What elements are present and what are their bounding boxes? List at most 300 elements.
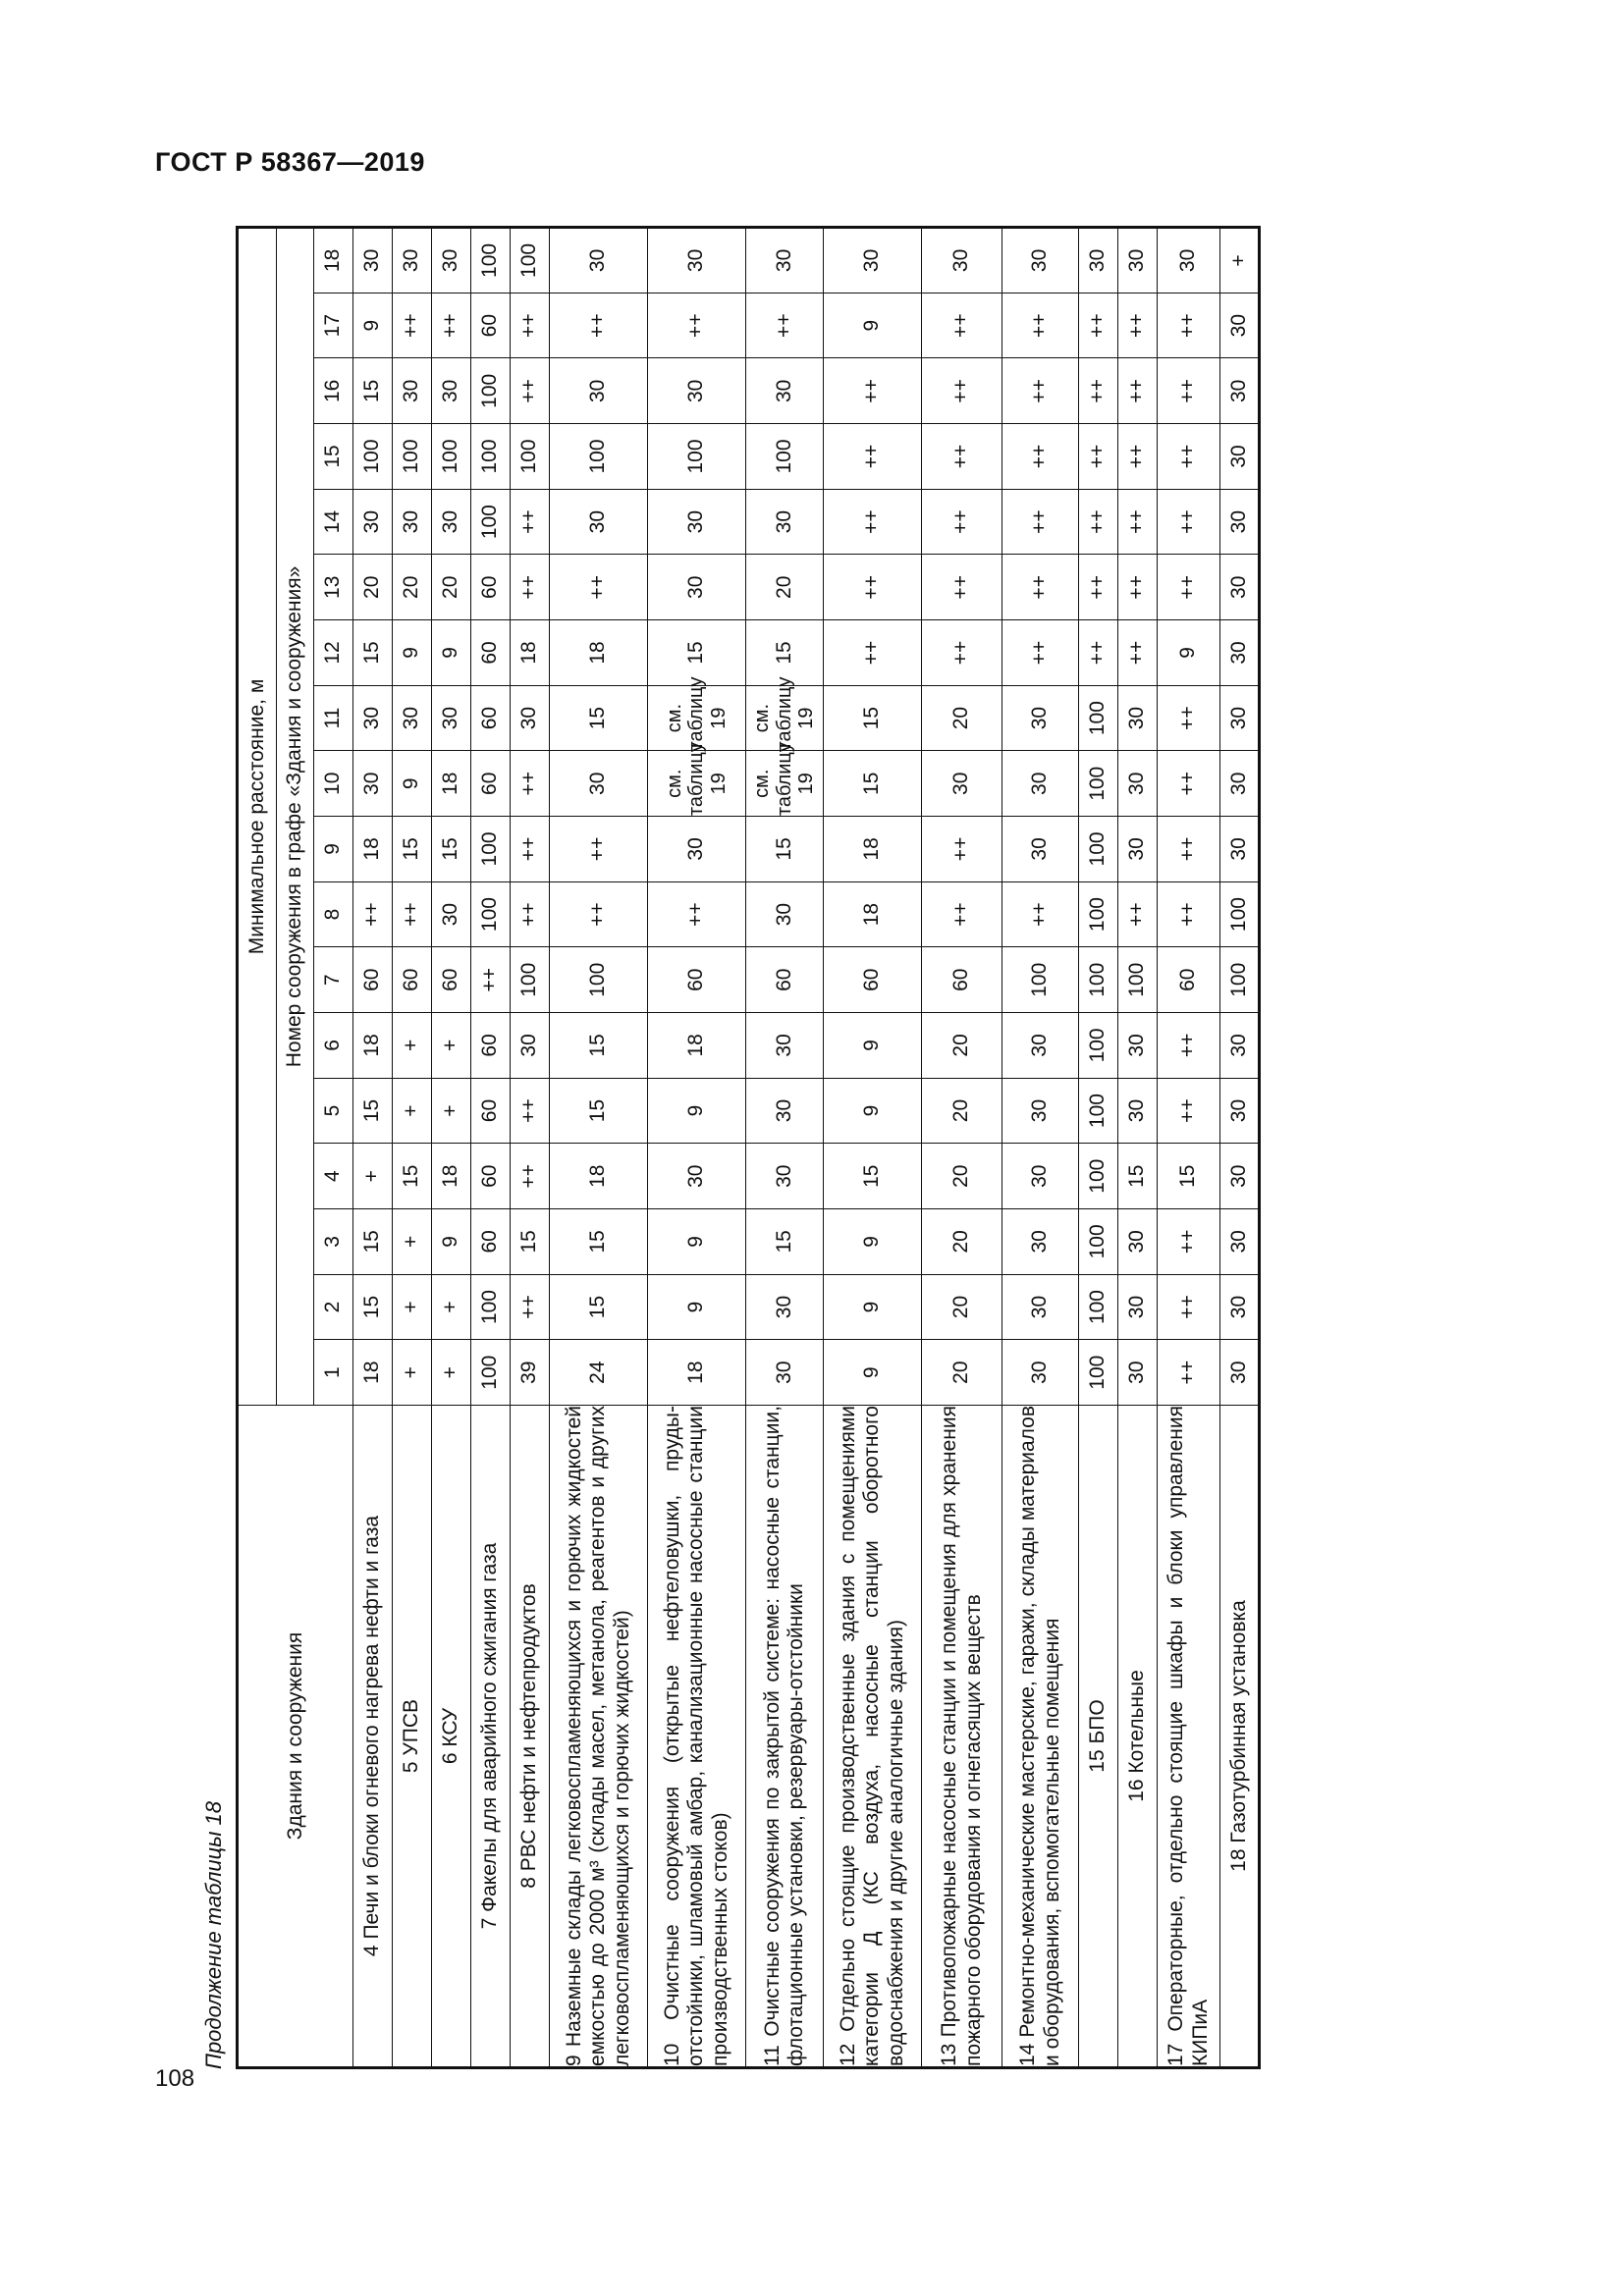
table-row bbox=[1220, 228, 1260, 2068]
distance-cell: ++ bbox=[511, 1144, 550, 1209]
distance-cell: ++ bbox=[824, 424, 922, 490]
distance-cell: 60 bbox=[824, 947, 922, 1013]
distance-cell: ++ bbox=[648, 293, 746, 358]
distance-cell: 100 bbox=[1079, 1078, 1118, 1144]
distance-cell: 30 bbox=[1118, 817, 1158, 882]
distance-cell: 15 bbox=[824, 751, 922, 817]
standard-code: ГОСТ Р 58367—2019 bbox=[155, 147, 425, 177]
distance-cell: см. таблицу 19 bbox=[746, 685, 824, 751]
distance-cell: 9 bbox=[432, 1209, 471, 1275]
column-number: 10 bbox=[314, 751, 353, 817]
distance-cell: 30 bbox=[1220, 358, 1260, 424]
distance-cell: 30 bbox=[746, 1078, 824, 1144]
distance-cell: 30 bbox=[1002, 1144, 1079, 1209]
distance-cell: 30 bbox=[746, 1013, 824, 1079]
distance-cell: 30 bbox=[353, 751, 393, 817]
distance-cell: ++ bbox=[922, 489, 1002, 555]
distance-cell: ++ bbox=[1158, 489, 1220, 555]
row-name: 11 Очистные сооружения по закрытой системе: насосные станции, флотационные установки, резервуары-отстойники bbox=[746, 1406, 824, 2068]
distance-cell: ++ bbox=[824, 620, 922, 686]
table-row bbox=[1118, 228, 1158, 2068]
distance-cell: 30 bbox=[393, 489, 432, 555]
rotated-table-area bbox=[192, 229, 1463, 2069]
distance-cell: 100 bbox=[1002, 947, 1079, 1013]
distance-cell: 100 bbox=[746, 424, 824, 490]
distance-cell: 60 bbox=[471, 1013, 511, 1079]
table-row bbox=[1002, 228, 1079, 2068]
column-number: 4 bbox=[314, 1144, 353, 1209]
distance-cell: 9 bbox=[393, 751, 432, 817]
distance-cell: ++ bbox=[1118, 293, 1158, 358]
table-row bbox=[1158, 228, 1220, 2068]
distance-cell: ++ bbox=[1002, 293, 1079, 358]
distance-cell: ++ bbox=[1158, 881, 1220, 947]
distance-cell: 18 bbox=[353, 1013, 393, 1079]
distance-cell: 60 bbox=[471, 293, 511, 358]
distance-cell: + bbox=[393, 1013, 432, 1079]
table-row bbox=[511, 228, 550, 2068]
distance-cell: 30 bbox=[746, 489, 824, 555]
distance-cell: ++ bbox=[432, 293, 471, 358]
distance-cell: 15 bbox=[648, 620, 746, 686]
distance-cell: 20 bbox=[432, 555, 471, 620]
distance-cell: 100 bbox=[353, 424, 393, 490]
table-row bbox=[550, 228, 648, 2068]
distance-cell: 30 bbox=[1220, 1340, 1260, 1406]
distance-cell: ++ bbox=[511, 751, 550, 817]
table-continuation-caption: Продолжение таблицы 18 bbox=[201, 1801, 226, 2069]
row-name: 14 Ремонтно-механические мастерские, гаражи, склады материалов и оборудования, вспомогательные помещения bbox=[1002, 1406, 1079, 2068]
table-row bbox=[922, 228, 1002, 2068]
distance-cell: 30 bbox=[922, 751, 1002, 817]
distance-cell: 100 bbox=[511, 228, 550, 294]
distance-cell: 30 bbox=[1002, 1274, 1079, 1340]
distance-cell: 30 bbox=[1002, 228, 1079, 294]
distance-cell: 18 bbox=[550, 1144, 648, 1209]
row-name: 6 КСУ bbox=[432, 1406, 471, 2068]
row-name: 15 БПО bbox=[1079, 1406, 1118, 2068]
name-column-header: Здания и сооружения bbox=[238, 1406, 353, 2068]
distance-cell: 30 bbox=[393, 685, 432, 751]
column-number: 6 bbox=[314, 1013, 353, 1079]
distance-cell: 30 bbox=[1002, 751, 1079, 817]
distance-cell: 100 bbox=[471, 817, 511, 882]
distance-cell: 20 bbox=[922, 1209, 1002, 1275]
distance-cell: 15 bbox=[1158, 1144, 1220, 1209]
distance-cell: 30 bbox=[1002, 685, 1079, 751]
table-row bbox=[471, 228, 511, 2068]
column-number: 1 bbox=[314, 1340, 353, 1406]
distance-cell: 30 bbox=[824, 228, 922, 294]
distance-cell: 9 bbox=[824, 293, 922, 358]
distance-cell: 30 bbox=[746, 228, 824, 294]
distance-cell: 30 bbox=[746, 1340, 824, 1406]
distance-cell: 20 bbox=[353, 555, 393, 620]
distance-cell: 60 bbox=[471, 1209, 511, 1275]
distance-cell: 30 bbox=[1002, 1209, 1079, 1275]
distance-cell: 15 bbox=[353, 1078, 393, 1144]
distance-cell: 18 bbox=[432, 1144, 471, 1209]
distance-cell: ++ bbox=[1079, 358, 1118, 424]
distance-cell: 9 bbox=[824, 1274, 922, 1340]
row-name: 4 Печи и блоки огневого нагрева нефти и газа bbox=[353, 1406, 393, 2068]
distance-cell: 30 bbox=[1118, 1340, 1158, 1406]
distance-cell: ++ bbox=[648, 881, 746, 947]
distance-cell: 18 bbox=[353, 1340, 393, 1406]
table-row bbox=[393, 228, 432, 2068]
distance-cell: 60 bbox=[432, 947, 471, 1013]
distance-cell: 60 bbox=[471, 685, 511, 751]
distance-cell: 30 bbox=[1220, 293, 1260, 358]
distance-cell: 60 bbox=[471, 1144, 511, 1209]
distance-cell: 100 bbox=[648, 424, 746, 490]
distance-cell: ++ bbox=[1158, 1209, 1220, 1275]
distance-cell: 18 bbox=[824, 817, 922, 882]
distance-cell: ++ bbox=[511, 817, 550, 882]
distance-cell: ++ bbox=[922, 358, 1002, 424]
table-row bbox=[648, 228, 746, 2068]
distance-cell: 18 bbox=[824, 881, 922, 947]
distance-cell: 100 bbox=[1079, 751, 1118, 817]
distance-cell: 30 bbox=[353, 685, 393, 751]
distance-cell: 100 bbox=[550, 947, 648, 1013]
distance-cell: + bbox=[393, 1078, 432, 1144]
column-number: 11 bbox=[314, 685, 353, 751]
distance-cell: 30 bbox=[1002, 1340, 1079, 1406]
distance-cell: 18 bbox=[511, 620, 550, 686]
distance-cell: ++ bbox=[511, 1274, 550, 1340]
distance-cell: ++ bbox=[1158, 555, 1220, 620]
distance-cell: 20 bbox=[922, 1078, 1002, 1144]
distance-cell: 15 bbox=[746, 817, 824, 882]
distance-cell: 20 bbox=[746, 555, 824, 620]
distance-cell: 9 bbox=[824, 1209, 922, 1275]
distance-cell: 30 bbox=[1118, 1274, 1158, 1340]
distance-cell: 60 bbox=[471, 620, 511, 686]
distance-cell: 30 bbox=[648, 358, 746, 424]
distance-cell: ++ bbox=[1158, 685, 1220, 751]
distance-cell: + bbox=[432, 1078, 471, 1144]
distance-cell: 100 bbox=[1220, 947, 1260, 1013]
distance-cell: 30 bbox=[648, 228, 746, 294]
distance-cell: ++ bbox=[824, 489, 922, 555]
distance-cell: 30 bbox=[1220, 1144, 1260, 1209]
distance-cell: 15 bbox=[824, 1144, 922, 1209]
distance-cell: ++ bbox=[511, 881, 550, 947]
distance-cell: ++ bbox=[1158, 293, 1220, 358]
distance-cell: 9 bbox=[824, 1013, 922, 1079]
distance-cell: 100 bbox=[511, 947, 550, 1013]
column-number: 15 bbox=[314, 424, 353, 490]
distance-cell: ++ bbox=[922, 293, 1002, 358]
distance-cell: 24 bbox=[550, 1340, 648, 1406]
distance-cell: 100 bbox=[471, 1274, 511, 1340]
distance-cell: ++ bbox=[393, 881, 432, 947]
column-number: 18 bbox=[314, 228, 353, 294]
distance-cell: 30 bbox=[648, 489, 746, 555]
row-name: 8 РВС нефти и нефтепродуктов bbox=[511, 1406, 550, 2068]
distance-cell: ++ bbox=[1079, 489, 1118, 555]
distance-cell: 100 bbox=[1079, 1013, 1118, 1079]
distance-cell: 9 bbox=[648, 1209, 746, 1275]
distance-cell: 30 bbox=[1118, 228, 1158, 294]
column-number: 9 bbox=[314, 817, 353, 882]
distance-cell: 100 bbox=[1079, 881, 1118, 947]
distance-cell: 100 bbox=[1079, 1274, 1118, 1340]
distance-cell: + bbox=[1220, 228, 1260, 294]
distance-cell: 20 bbox=[922, 1274, 1002, 1340]
distance-cell: 100 bbox=[511, 424, 550, 490]
distance-cell: ++ bbox=[1002, 489, 1079, 555]
distance-cell: 100 bbox=[471, 1340, 511, 1406]
distance-cell: ++ bbox=[1079, 293, 1118, 358]
distance-cell: 100 bbox=[393, 424, 432, 490]
distance-cell: 100 bbox=[1118, 947, 1158, 1013]
distance-cell: 15 bbox=[746, 620, 824, 686]
distance-cell: + bbox=[393, 1209, 432, 1275]
table-row bbox=[1079, 228, 1118, 2068]
row-name: 13 Противопожарные насосные станции и помещения для хранения пожарного оборудования и огнегасящих веществ bbox=[922, 1406, 1002, 2068]
distance-cell: 30 bbox=[432, 685, 471, 751]
distance-cell: 20 bbox=[922, 1144, 1002, 1209]
distance-cell: 60 bbox=[922, 947, 1002, 1013]
distance-cell: 30 bbox=[1220, 1013, 1260, 1079]
distance-cell: 15 bbox=[1118, 1144, 1158, 1209]
distance-cell: ++ bbox=[1079, 555, 1118, 620]
row-name: 9 Наземные склады легковоспламеняющихся и горючих жидкостей емкостью до 2000 м³ (склады масел, метанола, реагентов и других легковоспламеняющихся и горючих жидкостей) bbox=[550, 1406, 648, 2068]
distance-cell: ++ bbox=[1079, 424, 1118, 490]
distance-cell: 30 bbox=[1002, 1078, 1079, 1144]
distance-cell: 30 bbox=[1079, 228, 1118, 294]
distance-cell: 18 bbox=[648, 1013, 746, 1079]
distance-cell: ++ bbox=[824, 555, 922, 620]
distance-cell: ++ bbox=[1118, 424, 1158, 490]
distance-cell: 15 bbox=[511, 1209, 550, 1275]
distance-cell: 100 bbox=[550, 424, 648, 490]
distance-cell: 30 bbox=[432, 881, 471, 947]
distance-cell: ++ bbox=[511, 489, 550, 555]
distance-cell: 60 bbox=[471, 1078, 511, 1144]
distance-cell: 30 bbox=[746, 358, 824, 424]
distance-cell: 15 bbox=[550, 1013, 648, 1079]
table-row bbox=[353, 228, 393, 2068]
distance-cell: 100 bbox=[471, 881, 511, 947]
distance-cell: ++ bbox=[1158, 1078, 1220, 1144]
column-number: 3 bbox=[314, 1209, 353, 1275]
distance-cell: ++ bbox=[1118, 620, 1158, 686]
distance-cell: 39 bbox=[511, 1340, 550, 1406]
distance-cell: 18 bbox=[550, 620, 648, 686]
distance-cell: 9 bbox=[824, 1340, 922, 1406]
distance-cell: ++ bbox=[511, 555, 550, 620]
distance-cell: 60 bbox=[393, 947, 432, 1013]
distance-cell: 9 bbox=[648, 1078, 746, 1144]
distance-cell: 15 bbox=[432, 817, 471, 882]
distance-cell: ++ bbox=[1158, 817, 1220, 882]
distance-cell: ++ bbox=[922, 620, 1002, 686]
distance-cell: ++ bbox=[1002, 358, 1079, 424]
table-row bbox=[432, 228, 471, 2068]
distance-cell: 30 bbox=[353, 228, 393, 294]
distance-cell: ++ bbox=[550, 817, 648, 882]
distance-cell: ++ bbox=[550, 881, 648, 947]
distance-cell: 30 bbox=[550, 358, 648, 424]
distance-cell: ++ bbox=[1118, 881, 1158, 947]
distance-cell: см. таблицу 19 bbox=[648, 751, 746, 817]
distance-cell: 30 bbox=[648, 817, 746, 882]
distance-cell: + bbox=[393, 1274, 432, 1340]
distance-cell: 30 bbox=[511, 1013, 550, 1079]
distance-cell: 30 bbox=[746, 1274, 824, 1340]
distance-cell: см. таблицу 19 bbox=[648, 685, 746, 751]
distance-cell: 30 bbox=[922, 228, 1002, 294]
distance-cell: 30 bbox=[550, 751, 648, 817]
distance-cell: 30 bbox=[550, 228, 648, 294]
distance-cell: ++ bbox=[550, 293, 648, 358]
distance-cell: 60 bbox=[471, 751, 511, 817]
row-name: 16 Котельные bbox=[1118, 1406, 1158, 2068]
distance-cell: 100 bbox=[1079, 1144, 1118, 1209]
distance-cell: 9 bbox=[353, 293, 393, 358]
distance-cell: 30 bbox=[1220, 817, 1260, 882]
distance-cell: 15 bbox=[353, 1274, 393, 1340]
distance-cell: ++ bbox=[1002, 620, 1079, 686]
column-number: 16 bbox=[314, 358, 353, 424]
distance-cell: 18 bbox=[648, 1340, 746, 1406]
row-name: 18 Газотурбинная установка bbox=[1220, 1406, 1260, 2068]
distance-cell: ++ bbox=[922, 424, 1002, 490]
distance-cell: 30 bbox=[393, 358, 432, 424]
distance-cell: ++ bbox=[1158, 424, 1220, 490]
distance-cell: ++ bbox=[1118, 358, 1158, 424]
distance-cell: ++ bbox=[922, 817, 1002, 882]
distance-cell: + bbox=[353, 1144, 393, 1209]
distance-cell: ++ bbox=[746, 293, 824, 358]
distance-cell: 30 bbox=[1220, 751, 1260, 817]
distance-cell: 100 bbox=[1079, 685, 1118, 751]
distance-cell: 9 bbox=[393, 620, 432, 686]
distance-cell: ++ bbox=[511, 293, 550, 358]
distance-cell: 100 bbox=[1220, 881, 1260, 947]
distance-cell: 20 bbox=[922, 685, 1002, 751]
row-name: 12 Отдельно стоящие производственные здания с помещениями категории Д (КС воздуха, насосные станции оборотного водоснабжения и другие аналогичные здания) bbox=[824, 1406, 922, 2068]
distance-cell: 30 bbox=[1002, 1013, 1079, 1079]
row-name: 10 Очистные сооружения (открытые нефтеловушки, пруды-отстойники, шламовый амбар, канализационные насосные станции производственных стоков) bbox=[648, 1406, 746, 2068]
distance-cell: 9 bbox=[824, 1078, 922, 1144]
distance-cell: 20 bbox=[393, 555, 432, 620]
distance-cell: 20 bbox=[922, 1340, 1002, 1406]
distance-cell: + bbox=[432, 1013, 471, 1079]
distance-cell: 30 bbox=[432, 228, 471, 294]
distance-cell: 30 bbox=[1118, 1078, 1158, 1144]
distance-cell: 15 bbox=[550, 1209, 648, 1275]
distance-cell: 30 bbox=[648, 555, 746, 620]
distance-cell: ++ bbox=[550, 555, 648, 620]
distance-cell: 18 bbox=[432, 751, 471, 817]
distance-cell: 20 bbox=[922, 1013, 1002, 1079]
distance-cell: 30 bbox=[1220, 489, 1260, 555]
distance-cell: 30 bbox=[1220, 1078, 1260, 1144]
distance-cell: 15 bbox=[746, 1209, 824, 1275]
distance-cell: 100 bbox=[471, 424, 511, 490]
distance-cell: 100 bbox=[1079, 1209, 1118, 1275]
distance-cell: 15 bbox=[393, 1144, 432, 1209]
distance-cell: ++ bbox=[511, 358, 550, 424]
distance-cell: 100 bbox=[1079, 817, 1118, 882]
distance-cell: ++ bbox=[1118, 489, 1158, 555]
distance-cell: 30 bbox=[746, 881, 824, 947]
distance-cell: 30 bbox=[746, 1144, 824, 1209]
distance-cell: 30 bbox=[1220, 555, 1260, 620]
distance-cell: 30 bbox=[550, 489, 648, 555]
distance-cell: 100 bbox=[471, 228, 511, 294]
distance-cell: ++ bbox=[393, 293, 432, 358]
distance-cell: 30 bbox=[1118, 751, 1158, 817]
distance-cell: 15 bbox=[353, 358, 393, 424]
distance-cell: ++ bbox=[1002, 424, 1079, 490]
distance-cell: ++ bbox=[922, 555, 1002, 620]
distance-cell: ++ bbox=[824, 358, 922, 424]
distance-cell: 60 bbox=[1158, 947, 1220, 1013]
number-header: Номер сооружения в графе «Здания и сооружения» bbox=[277, 228, 314, 1406]
distance-cell: 30 bbox=[511, 685, 550, 751]
distance-cell: ++ bbox=[1002, 555, 1079, 620]
page-number: 108 bbox=[155, 2065, 195, 2092]
distance-cell: 100 bbox=[1079, 947, 1118, 1013]
distance-cell: 30 bbox=[1118, 1013, 1158, 1079]
column-number: 5 bbox=[314, 1078, 353, 1144]
distance-cell: 9 bbox=[432, 620, 471, 686]
distance-cell: ++ bbox=[1158, 751, 1220, 817]
column-number: 14 bbox=[314, 489, 353, 555]
distance-cell: 15 bbox=[393, 817, 432, 882]
distance-header: Минимальное расстояние, м bbox=[238, 228, 277, 1406]
row-name: 5 УПСВ bbox=[393, 1406, 432, 2068]
distance-cell: ++ bbox=[1158, 1274, 1220, 1340]
distance-cell: ++ bbox=[1158, 1340, 1220, 1406]
distance-cell: ++ bbox=[1158, 1013, 1220, 1079]
distance-cell: см. таблицу 19 bbox=[746, 751, 824, 817]
distance-table bbox=[236, 226, 1261, 2069]
distance-cell: 100 bbox=[471, 489, 511, 555]
distance-cell: 15 bbox=[353, 620, 393, 686]
distance-cell: ++ bbox=[1158, 358, 1220, 424]
distance-cell: 100 bbox=[1079, 1340, 1118, 1406]
distance-cell: 60 bbox=[353, 947, 393, 1013]
distance-cell: ++ bbox=[1002, 881, 1079, 947]
distance-cell: 30 bbox=[432, 358, 471, 424]
distance-cell: 18 bbox=[353, 817, 393, 882]
table-row bbox=[824, 228, 922, 2068]
distance-cell: 30 bbox=[1220, 685, 1260, 751]
distance-cell: 15 bbox=[550, 685, 648, 751]
distance-cell: ++ bbox=[922, 881, 1002, 947]
distance-cell: + bbox=[432, 1274, 471, 1340]
row-name: 7 Факелы для аварийного сжигания газа bbox=[471, 1406, 511, 2068]
distance-cell: + bbox=[432, 1340, 471, 1406]
distance-cell: + bbox=[393, 1340, 432, 1406]
distance-cell: 15 bbox=[550, 1274, 648, 1340]
distance-cell: ++ bbox=[1079, 620, 1118, 686]
distance-cell: 30 bbox=[393, 228, 432, 294]
column-number: 12 bbox=[314, 620, 353, 686]
distance-cell: 30 bbox=[1220, 1209, 1260, 1275]
distance-cell: 30 bbox=[432, 489, 471, 555]
distance-cell: 60 bbox=[648, 947, 746, 1013]
distance-cell: 60 bbox=[746, 947, 824, 1013]
distance-cell: 30 bbox=[648, 1144, 746, 1209]
distance-cell: 15 bbox=[824, 685, 922, 751]
